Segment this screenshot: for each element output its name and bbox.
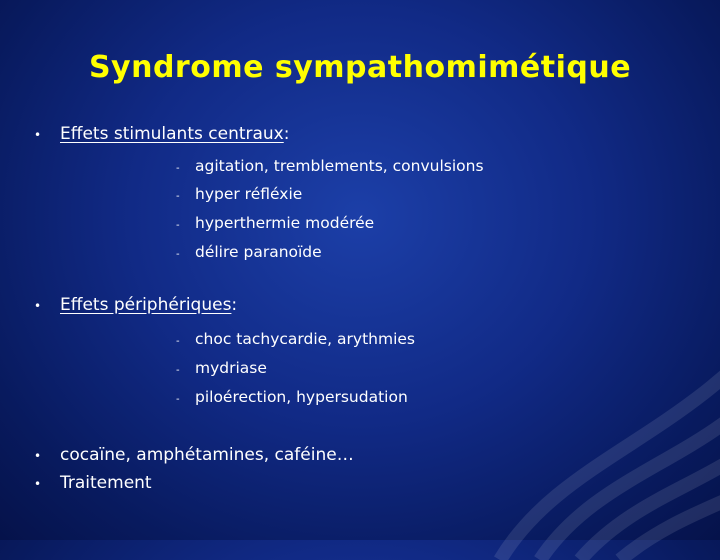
- bullet-item-drugs: [34, 445, 354, 465]
- bullet-icon: •: [34, 299, 42, 313]
- bullet-icon: •: [34, 128, 42, 142]
- list-item-text: hyperthermie modérée: [195, 214, 375, 232]
- section-heading-label: Effets stimulants centraux: [60, 124, 284, 144]
- list-item-text: choc tachycardie, arythmies: [195, 330, 415, 348]
- section-heading-central: [34, 124, 289, 144]
- section-heading-peripheral: [34, 295, 237, 315]
- section-heading-suffix: :: [283, 124, 290, 144]
- bullet-item-text: Traitement: [60, 473, 152, 493]
- list-item: [176, 157, 484, 175]
- slide-title: Syndrome sympathomimétique: [88, 50, 632, 85]
- dash-icon: -: [176, 249, 180, 260]
- dash-icon: -: [176, 220, 180, 231]
- list-item: [176, 388, 408, 406]
- dash-icon: -: [176, 365, 180, 376]
- list-item: [176, 330, 415, 348]
- section-heading-suffix: :: [231, 295, 238, 315]
- list-item-text: piloérection, hypersudation: [195, 388, 408, 406]
- bullet-item-treatment: [34, 473, 152, 493]
- section-heading-label: Effets périphériques: [60, 295, 232, 315]
- list-item: [176, 359, 267, 377]
- bullet-icon: •: [34, 449, 42, 463]
- list-item: [176, 214, 374, 232]
- list-item-text: hyper réfléxie: [195, 185, 303, 203]
- dash-icon: -: [176, 163, 180, 174]
- list-item: [176, 243, 322, 261]
- list-item-text: mydriase: [195, 359, 267, 377]
- background-wave-decoration: [480, 200, 720, 560]
- bullet-icon: •: [34, 477, 42, 491]
- dash-icon: -: [176, 191, 180, 202]
- list-item-text: agitation, tremblements, convulsions: [195, 157, 484, 175]
- list-item: [176, 185, 302, 203]
- dash-icon: -: [176, 336, 180, 347]
- bullet-item-text: cocaïne, amphétamines, caféine…: [60, 445, 354, 465]
- list-item-text: délire paranoïde: [195, 243, 322, 261]
- dash-icon: -: [176, 394, 180, 405]
